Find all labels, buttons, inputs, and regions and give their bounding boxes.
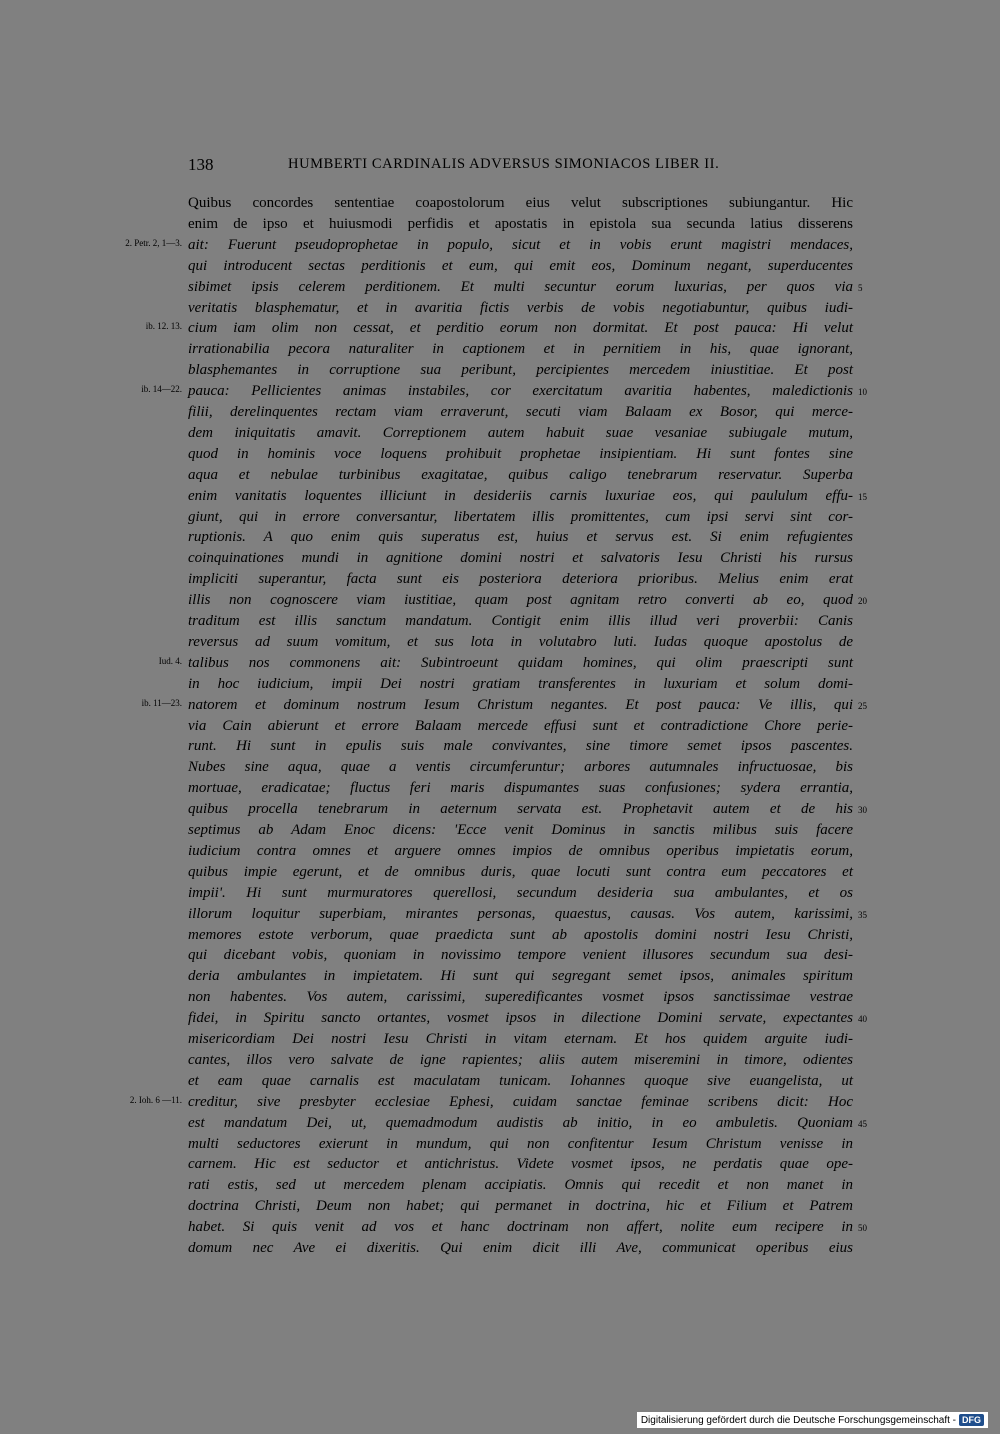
- text-line: Nubes sine aqua, quae a ventis circumferuntur; arbores autumnales infructuosae, bis: [188, 759, 853, 776]
- line-number: 15: [858, 491, 867, 502]
- text-line: ait: Fuerunt pseudoprophetae in populo, sicut et in vobis erunt magistri mendaces,: [188, 236, 853, 253]
- text-line: coinquinationes mundi in agnitione domini nostri et salvatoris Iesu Christi his rursus: [188, 550, 853, 567]
- text-line: blasphemantes in corruptione sua peribunt, percipientes mercedem iniustitiae. Et post: [188, 362, 853, 379]
- margin-reference: ib. 14—22.: [141, 384, 182, 395]
- line-number: 25: [858, 700, 867, 711]
- text-line: septimus ab Adam Enoc dicens: 'Ecce venit Dominus in sanctis milibus suis facere: [188, 822, 853, 838]
- text-line: traditum est illis sanctum mandatum. Contigit enim illis illud veri proverbii: Canis: [188, 613, 853, 629]
- text-line: aqua et nebulae turbinibus exagitatae, quibus caligo tenebrarum reservatur. Superba: [188, 466, 853, 483]
- text-line: Quibus concordes sententiae coapostolorum eius velut subscriptiones subiungantur. Hic: [188, 195, 853, 211]
- text-line: multi seductores exierunt in mundum, qui non confitentur Iesum Christum venisse in: [188, 1135, 853, 1152]
- text-line: talibus nos commonens ait: Subintroeunt quidam homines, qui olim praescripti sunt: [188, 654, 853, 671]
- text-line: impliciti superantur, facta sunt eis posteriora deteriora prioribus. Melius enim erat: [188, 571, 853, 588]
- text-line: reversus ad suum vomitum, et sus lota in volutabro luti. Iudas quoque apostolus de: [188, 633, 853, 650]
- text-line: enim de ipso et huiusmodi perfidis et apostatis in epistola sua secunda latius disserens: [188, 215, 853, 232]
- text-line: illis non cognoscere viam iustitiae, quam post agnitam retro converti ab eo, quod: [188, 592, 853, 609]
- text-line: mortuae, eradicatae; fluctus feri maris dispumantes suas confusiones; sydera errantia,: [188, 780, 853, 797]
- text-line: est mandatum Dei, ut, quemadmodum audistis ab initio, in eo ambuletis. Quoniam: [188, 1114, 853, 1131]
- text-line: fidei, in Spiritu sancto ortantes, vosmet ipsos in dilectione Domini servate, expectantes: [188, 1010, 853, 1027]
- text-line: enim vanitatis loquentes illiciunt in desideriis carnis luxuriae eos, qui paululum effu-: [188, 487, 853, 504]
- text-line: quod in hominis voce loquens prohibuit prophetae insipientiam. Hi sunt fontes sine: [188, 445, 853, 462]
- text-line: in hoc iudicium, impii Dei nostri gratiam transferentes in luxuriam et solum domi-: [188, 675, 853, 692]
- text-line: rati estis, sed ut mercedem plenam accipiatis. Omnis qui recedit et non manet in: [188, 1177, 853, 1194]
- margin-reference: 2. Ioh. 6 —11.: [129, 1094, 182, 1105]
- text-line: via Cain abierunt et errore Balaam mercede effusi sunt et contradictione Chore perie-: [188, 717, 853, 734]
- text-line: pauca: Pellicientes animas instabiles, cor exercitatum avaritia habentes, maledictionis: [188, 383, 853, 400]
- text-line: carnem. Hic est seductor et antichristus. Videte vosmet ipsos, ne perdatis quae ope-: [188, 1156, 853, 1173]
- text-line: filii, derelinquentes rectam viam erraverunt, secuti viam Balaam ex Bosor, qui merce-: [188, 404, 853, 420]
- text-line: habet. Si quis venit ad vos et hanc doctrinam non affert, nolite eum recipere in: [188, 1219, 853, 1236]
- text-line: domum nec Ave ei dixeritis. Qui enim dicit illi Ave, communicat operibus eius: [188, 1240, 853, 1256]
- margin-reference: ib. 11—23.: [141, 697, 182, 708]
- text-line: cantes, illos vero salvate de igne rapientes; aliis autem miseremini in timore, odientes: [188, 1051, 853, 1068]
- text-line: natorem et dominum nostrum Iesum Christum negantes. Et post pauca: Ve illis, qui: [188, 696, 853, 713]
- dfg-logo-icon: DFG: [959, 1414, 984, 1426]
- line-number: 35: [858, 909, 867, 920]
- line-number: 5: [858, 282, 863, 293]
- margin-reference: ib. 12. 13.: [145, 321, 182, 332]
- page-header: [188, 155, 853, 177]
- text-line: quibus procella tenebrarum in aeternum servata est. Prophetavit autem et de his: [188, 801, 853, 818]
- margin-reference: 2. Petr. 2, 1—3.: [125, 237, 182, 248]
- text-line: non habentes. Vos autem, carissimi, superedificantes vosmet ipsos sanctissimae vestrae: [188, 989, 853, 1006]
- text-line: dem iniquitatis amavit. Correptionem autem habuit suae vesaniae subiugale mutum,: [188, 424, 853, 441]
- running-head: HUMBERTI CARDINALIS ADVERSUS SIMONIACOS LIBER II.: [288, 156, 720, 172]
- margin-reference: Iud. 4.: [158, 655, 182, 666]
- line-number: 40: [858, 1014, 867, 1025]
- text-line: qui introducent sectas perditionis et eum, qui emit eos, Dominum negant, superducentes: [188, 257, 853, 274]
- line-number: 50: [858, 1223, 867, 1234]
- text-line: creditur, sive presbyter ecclesiae Ephesi, cuidam sanctae feminae scribens dicit: Hoc: [188, 1093, 853, 1110]
- text-line: iudicium contra omnes et arguere omnes impios de omnibus operibus impietatis eorum,: [188, 842, 853, 859]
- footer-text: Digitalisierung gefördert durch die Deutsche Forschungsgemeinschaft -: [640, 1414, 956, 1426]
- text-line: irrationabilia pecora naturaliter in captionem et in pernitiem in his, quae ignorant,: [188, 341, 853, 358]
- footer-credit: [637, 1412, 988, 1428]
- line-number: 10: [858, 387, 867, 398]
- text-line: doctrina Christi, Deum non habet; qui permanet in doctrina, hic et Filium et Patrem: [188, 1198, 853, 1215]
- text-line: quibus impie egerunt, et de omnibus duris, quae locuti sunt contra eum peccatores et: [188, 863, 853, 880]
- text-line: giunt, qui in errore conversantur, libertatem illis promittentes, cum ipsi servi sint cor-: [188, 508, 853, 525]
- text-line: impii'. Hi sunt murmuratores querellosi, secundum desideria sua ambulantes, et os: [188, 884, 853, 901]
- text-line: veritatis blasphematur, et in avaritia fictis verbis de vobis negotiabuntur, quibus iudi-: [188, 299, 853, 316]
- line-number: 45: [858, 1118, 867, 1129]
- text-line: illorum loquitur superbiam, mirantes personas, quaestus, causas. Vos autem, karissimi,: [188, 905, 853, 922]
- text-line: memores estote verborum, quae praedicta sunt ab apostolis domini nostri Iesu Christi,: [188, 926, 853, 943]
- text-line: qui dicebant vobis, quoniam in novissimo tempore venient illusores secundum sua desi-: [188, 947, 853, 964]
- text-line: sibimet ipsis celerem perditionem. Et multi secuntur eorum luxurias, per quos via: [188, 278, 853, 295]
- line-number: 30: [858, 805, 867, 816]
- page-number: 138: [188, 155, 214, 174]
- text-line: ruptionis. A quo enim quis superatus est, huius et servus est. Si enim refugientes: [188, 529, 853, 546]
- text-line: misericordiam Dei nostri Iesu Christi in vitam eternam. Et hos quidem arguite iudi-: [188, 1031, 853, 1047]
- text-line: deria ambulantes in impietatem. Hi sunt qui segregant semet ipsos, animales spiritum: [188, 968, 853, 985]
- text-line: cium iam olim non cessat, et perditio eorum non dormitat. Et post pauca: Hi velut: [188, 320, 853, 337]
- text-line: et eam quae carnalis est maculatam tunicam. Iohannes quoque sive euangelista, ut: [188, 1072, 853, 1089]
- line-number: 20: [858, 596, 867, 607]
- text-line: runt. Hi sunt in epulis suis male convivantes, sine timore semet ipsos pascentes.: [188, 738, 853, 755]
